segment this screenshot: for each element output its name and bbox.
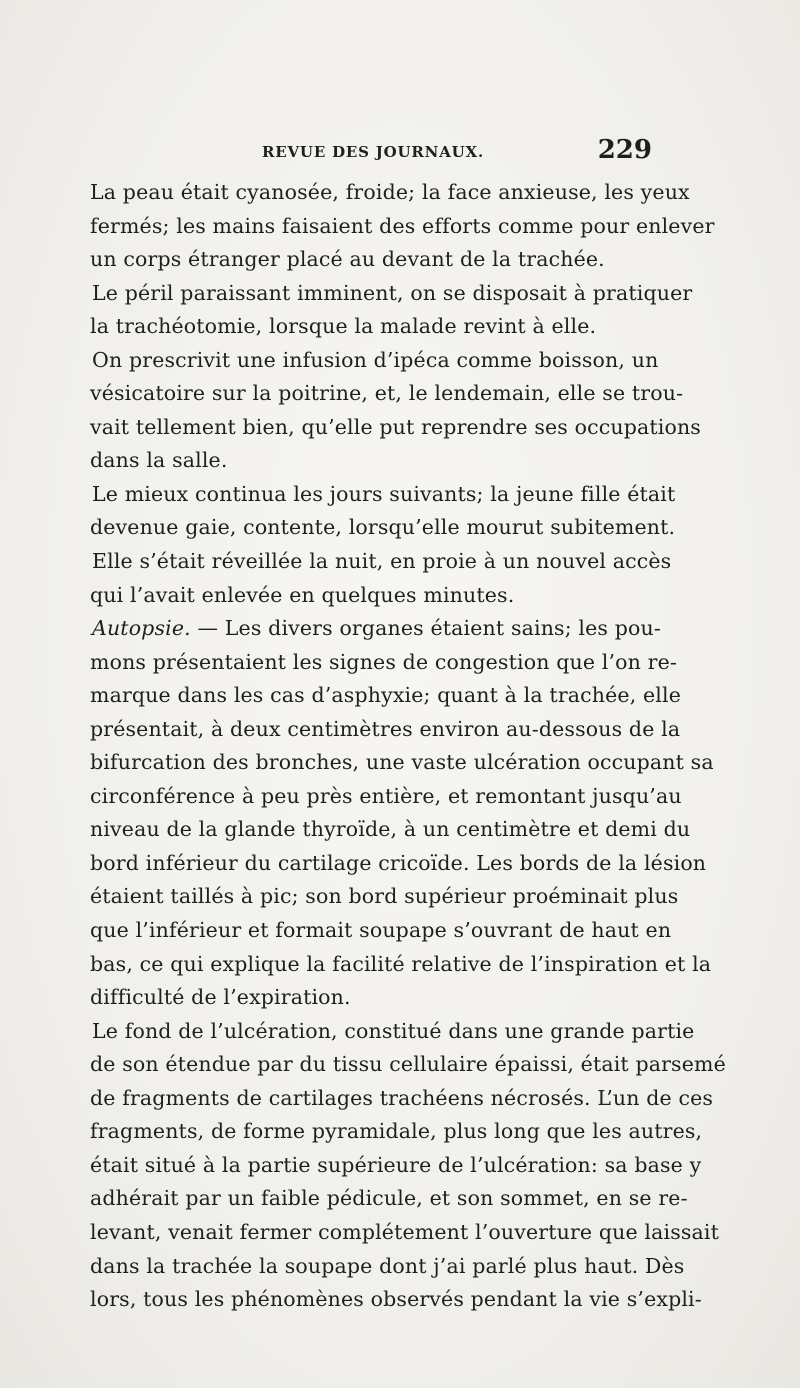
text-line: bifurcation des bronches, une vaste ulcération occupant sa [90, 750, 714, 775]
text-line: adhérait par un faible pédicule, et son sommet, en se re- [90, 1186, 688, 1211]
text-line: présentait, à deux centimètres environ au-dessous de la [90, 716, 681, 741]
page-header [90, 135, 652, 173]
text-line: On prescrivit une infusion d’ipéca comme boisson, un [92, 347, 659, 372]
text-line: Le mieux continua les jours suivants; la jeune fille était [92, 481, 676, 506]
text-line: un corps étranger placé au devant de la trachée. [90, 247, 605, 272]
text-line: difficulté de l’expiration. [90, 985, 351, 1010]
text-line: bas, ce qui explique la facilité relative de l’inspiration et la [90, 951, 712, 976]
text-line: Le péril paraissant imminent, on se disposait à pratiquer [92, 280, 693, 305]
text-line: circonférence à peu près entière, et remontant jusqu’au [90, 783, 682, 808]
text-line: bord inférieur du cartilage cricoïde. Les bords de la lésion [90, 850, 707, 875]
text-line: lors, tous les phénomènes observés pendant la vie s’expli- [90, 1287, 702, 1312]
text-line: que l’inférieur et formait soupape s’ouvrant de haut en [90, 918, 672, 943]
text-line: la trachéotomie, lorsque la malade revint à elle. [90, 314, 597, 339]
text-line: était situé à la partie supérieure de l’ulcération: sa base y [90, 1152, 702, 1177]
text-line: de fragments de cartilages trachéens nécrosés. L’un de ces [90, 1085, 714, 1110]
text-line: de son étendue par du tissu cellulaire épaissi, était parsemé [90, 1052, 726, 1077]
running-head: REVUE DES JOURNAUX. [262, 143, 484, 161]
body-text [90, 176, 726, 1317]
autopsie-line [90, 612, 661, 646]
text-line: qui l’avait enlevée en quelques minutes. [90, 582, 515, 607]
text-line: devenue gaie, contente, lorsqu’elle mourut subitement. [90, 515, 676, 540]
text-line: Le fond de l’ulcération, constitué dans une grande partie [92, 1018, 695, 1043]
text-line: vait tellement bien, qu’elle put reprendre ses occupations [90, 414, 701, 439]
text-line: marque dans les cas d’asphyxie; quant à la trachée, elle [90, 683, 681, 708]
text-line: dans la salle. [90, 448, 228, 473]
text-line: Elle s’était réveillée la nuit, en proie à un nouvel accès [92, 549, 672, 574]
text-line: fragments, de forme pyramidale, plus long que les autres, [90, 1119, 703, 1144]
text-line: niveau de la glande thyroïde, à un centimètre et demi du [90, 817, 691, 842]
autopsie-text: — Les divers organes étaient sains; les pou- [197, 616, 661, 641]
text-line: La peau était cyanosée, froide; la face anxieuse, les yeux [90, 180, 690, 204]
page-number: 229 [597, 135, 652, 165]
text-line: vésicatoire sur la poitrine, et, le lendemain, elle se trou- [90, 381, 684, 406]
text-line: levant, venait fermer complétement l’ouverture que laissait [90, 1219, 720, 1244]
text-line: fermés; les mains faisaient des efforts comme pour enlever [90, 213, 715, 238]
text-line: dans la trachée la soupape dont j’ai parlé plus haut. Dès [90, 1253, 685, 1278]
text-line: mons présentaient les signes de congestion que l’on re- [90, 649, 677, 674]
text-line: étaient taillés à pic; son bord supérieur proéminait plus [90, 884, 679, 909]
autopsie-label: Autopsie. [92, 616, 191, 641]
